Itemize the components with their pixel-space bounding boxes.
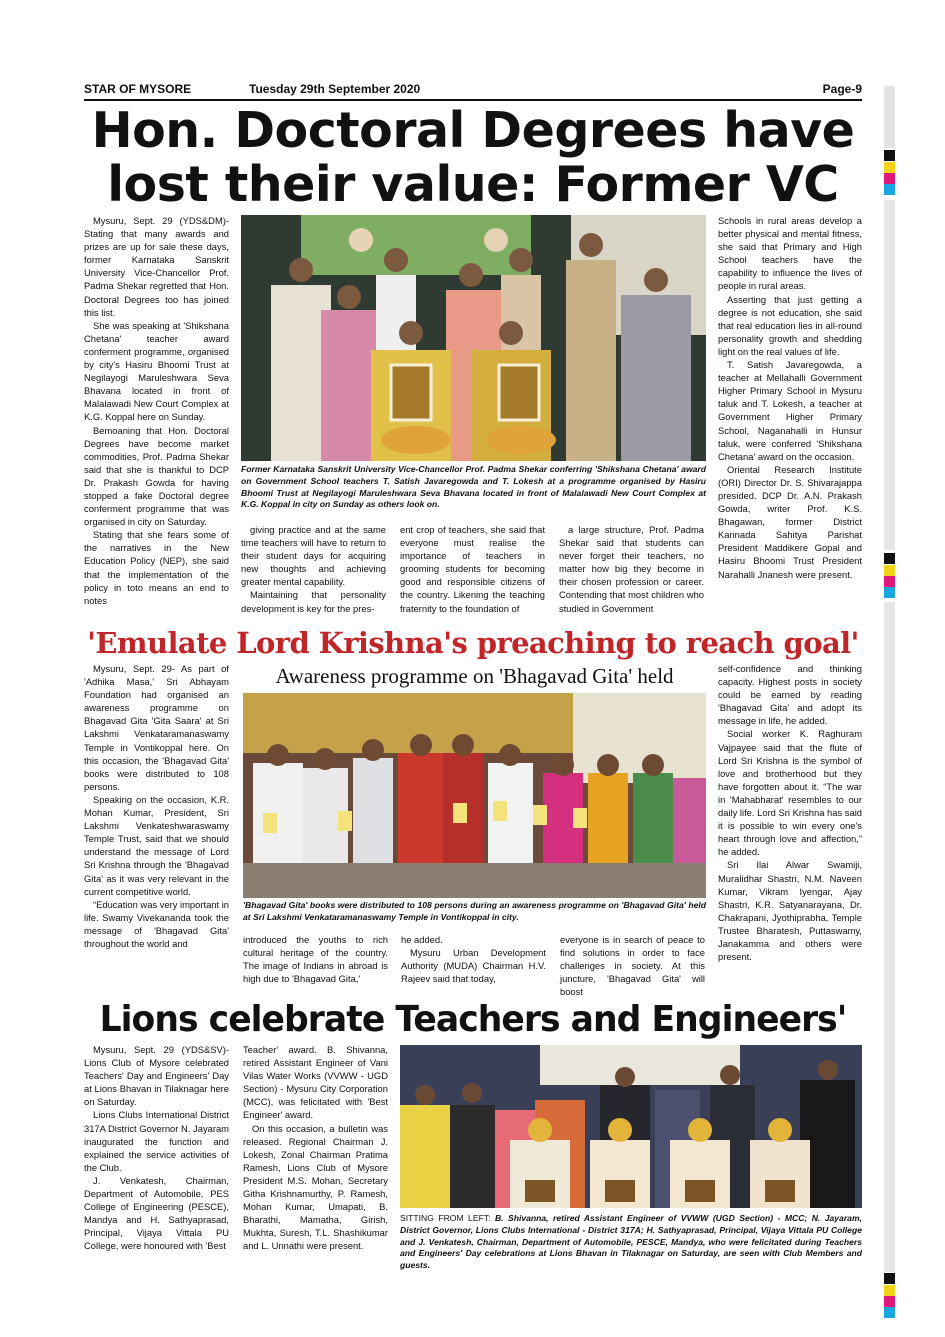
headline-lord-krishna: 'Emulate Lord Krishna's preaching to reach goal' xyxy=(87,626,859,660)
photo-award-ceremony xyxy=(241,215,706,461)
subheadline-bhagavad-gita: Awareness programme on 'Bhagavad Gita' held xyxy=(275,664,674,688)
photo-gita-distribution xyxy=(243,693,706,898)
reg-mark-cyan xyxy=(884,184,895,195)
reg-mark-black-2 xyxy=(884,553,895,564)
headline-doctoral-degrees: Hon. Doctoral Degrees have lost their value: Former VC xyxy=(91,102,855,213)
story1-column-3: ent crop of teachers, she said that everyone must realise the importance of teachers in grooming students for becoming good and responsible citizens of the country. Likening the teaching fraternity to the foundation of xyxy=(400,524,545,614)
story2-column-4: everyone is in search of peace to find solutions in order to face challenges in society. At this juncture, 'Bhagavad Gita' will boost xyxy=(560,934,705,998)
story2-column-2: introduced the youths to rich cultural heritage of the country. The image of Indians in abroad is high due to 'Bhagavad Gita,' xyxy=(243,934,388,985)
issue-date: Tuesday 29th September 2020 xyxy=(249,82,421,96)
reg-mark-magenta xyxy=(884,173,895,184)
story3-column-1: Mysuru, Sept. 29 (YDS&SV)- Lions Club of Mysore celebrated Teachers' Day and Engineers' Day at Lions Bhavan in Tilaknagar here on Saturday. Lions Clubs International District 317A District Governor N. Jayaram inaugurated the function and explained the service activities of the Club. J. Venkatesh, Chairman, Department of Automobile, PES College of Engineering (PESCE), Mandya and H. Sathyaprasad, Principal, Vijaya Vittala PU College, were honoured with 'Best xyxy=(84,1044,229,1252)
story2-column-5: self-confidence and thinking capacity. Highest posts in society could be earned by reading 'Bhagavad Gita' and adopt its message in life, he added. Social worker K. Raghuram Vajpayee said that the flute of Lord Sri Krishna is the symbol of love and brotherhood but they have forgotten about it. “The war in 'Mahabharat' resembles to our daily life. Lord Sri Krishna has said it is possible to win every one's heart through love and affection,” he added. Sri Ilai Alwar Swamiji, Muralidhar Shastri, N.M. Naveen Kumar, Vikram Iyengar, Ajay Shastri, K.R. Satyanarayana, Dr. Chakrapani, Jyothiprabha, Temple Trustee Bharatesh, Puttaswamy, Janakamma and others were present. xyxy=(718,663,862,963)
reg-mark-yellow xyxy=(884,162,895,173)
masthead xyxy=(84,81,862,99)
reg-mark-yellow-3 xyxy=(884,1285,895,1296)
story3-column-2: Teacher' award. B. Shivanna, retired Assistant Engineer of Vani Vilas Water Works (VVWW - UGD Section) - Mysuru City Corporation (MCC), was felicitated with 'Best Engineer' award. On this occasion, a bulletin was released. Regional Chairman J. Lokesh, Zonal Chairman Pratima Ramesh, Lions Club of Mysore President M.S. Mohan, Secretary Githa Krishnamurthy, P. Ramesh, Mohan Kumar, Umapati, B. Bharathi, Mamatha, Girish, Mukhta, Suresh, T.L. Shashikumar and L. Unnathi were present. xyxy=(243,1044,388,1252)
story3-photo-caption: SITTING FROM LEFT: B. Shivanna, retired Assistant Engineer of VVWW (UGD Section) - MCC; N. Jayaram, District Governor, Lions Clubs International - District 317A; H. Sathyaprasad, Principal, Vijaya Vittala PU College and J. Venkatesh, Chairman, Department of Automobile, PESCE, Mandya, who were felicitated during Teachers and Engineers' Day celebrations at Lions Bhavan in Tilaknagar on Saturday, are seen with Club Members and guests. xyxy=(400,1213,862,1271)
story1-column-1: Mysuru, Sept. 29 (YDS&DM)- Stating that many awards and prizes are up for sale these days, former Karnataka Sanskrit University Vice-Chancellor Prof. Padma Shekar regretted that Hon. Doctoral Degrees too has joined this list. She was speaking at 'Shikshana Chetana' teacher award conferment programme, organised by city's Hasiru Bhoomi Trust at Negilayogi Maruleshwara Seva Bhavana located in front of Malalawadi New Court Complex at K.G. Koppal here on Sunday. Bemoaning that Hon. Doctoral Degrees have become market commodities, Prof. Padma Shekar said that she is thankful to DCP Dr. Prakash Gowda for having stopped a fake Doctoral degree conferment programme that was organised in city on Saturday. Stating that she fears some of the narratives in the New Education Policy (NEP), she said that the implementation of the policy in toto means an end to notes xyxy=(84,215,229,606)
story2-column-3: he added. Mysuru Urban Development Authority (MUDA) Chairman H.V. Rajeev said that today, xyxy=(401,934,546,985)
header-rule xyxy=(84,99,862,101)
headline-lions-club: Lions celebrate Teachers and Engineers' xyxy=(99,999,847,1040)
reg-mark-cyan-2 xyxy=(884,587,895,598)
story1-photo-caption: Former Karnataka Sanskrit University Vice-Chancellor Prof. Padma Shekar conferring 'Shikshana Chetana' award on Government School teachers T. Satish Javaregowda and T. Lokesh at a programme organised by Hasiru Bhoomi Trust at Negilayogi Maruleshwara Seva Bhavana located in front of Malalawadi New Court Complex at K.G. Koppal in city on Sunday as others look on. xyxy=(241,464,706,510)
reg-mark-yellow-2 xyxy=(884,565,895,576)
photo-lions-felicitation xyxy=(400,1045,862,1208)
reg-mark-magenta-2 xyxy=(884,576,895,587)
color-bar-gray-3 xyxy=(884,602,895,1272)
reg-mark-magenta-3 xyxy=(884,1296,895,1307)
color-bar-gray-2 xyxy=(884,200,895,550)
story1-column-2: giving practice and at the same time teachers will have to return to their student days for acquiring new thoughts and achieving greater mental capability. Maintaining that personality development is key for the pres- xyxy=(241,524,386,614)
reg-mark-cyan-3 xyxy=(884,1307,895,1318)
reg-mark-black xyxy=(884,150,895,161)
story1-column-4: a large structure, Prof. Padma Shekar said that students can never forget their teachers, no matter how big they become in their chosen profession or career. Contending that most children who studied in Government xyxy=(559,524,704,614)
reg-mark-black-3 xyxy=(884,1273,895,1284)
page-number: Page-9 xyxy=(822,82,862,96)
paper-name: STAR OF MYSORE xyxy=(84,82,192,96)
color-bar-gray-1 xyxy=(884,86,895,148)
story2-photo-caption: 'Bhagavad Gita' books were distributed to 108 persons during an awareness programme on 'Bhagavad Gita' held at Sri Lakshmi Venkataramanaswamy Temple in Vontikoppal in city. xyxy=(243,900,706,922)
story2-column-1: Mysuru, Sept. 29- As part of 'Adhika Masa,' Sri Abhayam Foundation had organised an awareness programme on Bhagavad Gita 'Gita Saara' at Sri Lakshmi Venkataramanaswamy Temple in Vontikoppal here. On this occasion, the 'Bhagavad Gita' books were distributed to 108 persons. Speaking on the occasion, K.R. Mohan Kumar, President, Sri Lakshmi Venkateshwaraswamy Temple Trust, said that we should understand the message of Lord Sri Krishna through the 'Bhagavad Gita' as it was very relevant in the current competitive world. “Education was very important in life. Swamy Vivekananda took the message of 'Bhagavad Gita' throughout the world and xyxy=(84,663,229,949)
story1-column-5: Schools in rural areas develop a better physical and mental fitness, she said that Primary and High School teachers have the capability to influence the lives of people in rural areas. Asserting that just getting a degree is not education, she said that real education lies in all-round personality growth and shedding light on the real values of life. T. Satish Javaregowda, a teacher at Mellahalli Government Higher Primary School in Mysuru taluk and T. Lokesh, a teacher at Government Higher Primary School, Naganahalli in Hunsur taluk, were conferred 'Shikshana Chetana' award on the occasion. Oriental Research Institute (ORI) Director Dr. S. Shivarajappa presided. DCP Dr. A.N. Prakash Gowda, writer Prof. K.S. Bhagawan, former District Kannada Sahitya Parishat President Maddikere Gopal and Hasiru Bhoomi Trust President Narahalli Jnanesh were present. xyxy=(718,215,862,580)
